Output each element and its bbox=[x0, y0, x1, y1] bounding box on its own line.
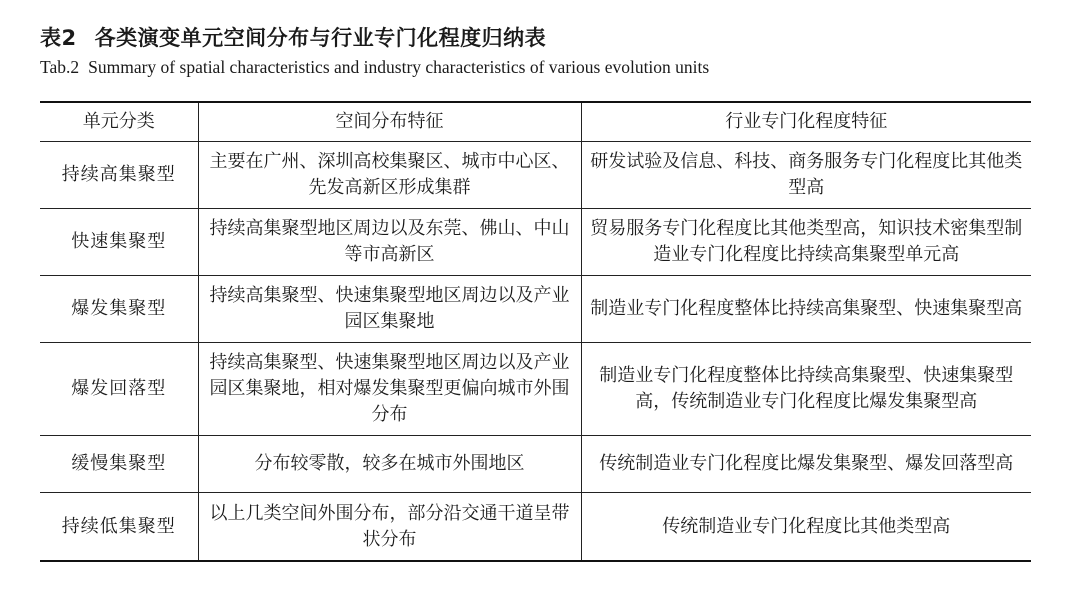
table-number-en: Tab.2 bbox=[40, 57, 80, 77]
spatial-cell: 持续高集聚型地区周边以及东莞、佛山、中山等市高新区 bbox=[198, 209, 581, 276]
table-title-cn: 各类演变单元空间分布与行业专门化程度归纳表 bbox=[94, 26, 547, 50]
table-title-en: Summary of spatial characteristics and industry characteristics of various evolution units bbox=[88, 57, 710, 77]
table-caption-en bbox=[40, 57, 709, 78]
table-row bbox=[40, 276, 1031, 343]
unit-type-cell: 快速集聚型 bbox=[40, 209, 198, 276]
table-number-cn: 表2 bbox=[40, 26, 77, 50]
unit-type-cell: 持续低集聚型 bbox=[40, 493, 198, 562]
industry-cell: 传统制造业专门化程度比其他类型高 bbox=[581, 493, 1031, 562]
table-row bbox=[40, 493, 1031, 562]
table-row bbox=[40, 436, 1031, 493]
industry-cell: 制造业专门化程度整体比持续高集聚型、快速集聚型高，传统制造业专门化程度比爆发集聚型高 bbox=[581, 343, 1031, 436]
spatial-cell: 持续高集聚型、快速集聚型地区周边以及产业园区集聚地 bbox=[198, 276, 581, 343]
unit-type-cell: 持续高集聚型 bbox=[40, 142, 198, 209]
table-row bbox=[40, 142, 1031, 209]
industry-cell: 贸易服务专门化程度比其他类型高，知识技术密集型制造业专门化程度比持续高集聚型单元高 bbox=[581, 209, 1031, 276]
summary-table bbox=[40, 101, 1031, 562]
spatial-cell: 持续高集聚型、快速集聚型地区周边以及产业园区集聚地，相对爆发集聚型更偏向城市外围分布 bbox=[198, 343, 581, 436]
industry-cell: 制造业专门化程度整体比持续高集聚型、快速集聚型高 bbox=[581, 276, 1031, 343]
unit-type-cell: 爆发回落型 bbox=[40, 343, 198, 436]
industry-cell: 研发试验及信息、科技、商务服务专门化程度比其他类型高 bbox=[581, 142, 1031, 209]
header-row bbox=[40, 102, 1031, 142]
table-caption-cn bbox=[40, 22, 546, 52]
header-unit-type: 单元分类 bbox=[40, 102, 198, 142]
unit-type-cell: 爆发集聚型 bbox=[40, 276, 198, 343]
header-spatial: 空间分布特征 bbox=[198, 102, 581, 142]
spatial-cell: 分布较零散，较多在城市外围地区 bbox=[198, 436, 581, 493]
spatial-cell: 主要在广州、深圳高校集聚区、城市中心区、先发高新区形成集群 bbox=[198, 142, 581, 209]
table-row bbox=[40, 209, 1031, 276]
table-row bbox=[40, 343, 1031, 436]
industry-cell: 传统制造业专门化程度比爆发集聚型、爆发回落型高 bbox=[581, 436, 1031, 493]
header-industry: 行业专门化程度特征 bbox=[581, 102, 1031, 142]
spatial-cell: 以上几类空间外围分布，部分沿交通干道呈带状分布 bbox=[198, 493, 581, 562]
unit-type-cell: 缓慢集聚型 bbox=[40, 436, 198, 493]
